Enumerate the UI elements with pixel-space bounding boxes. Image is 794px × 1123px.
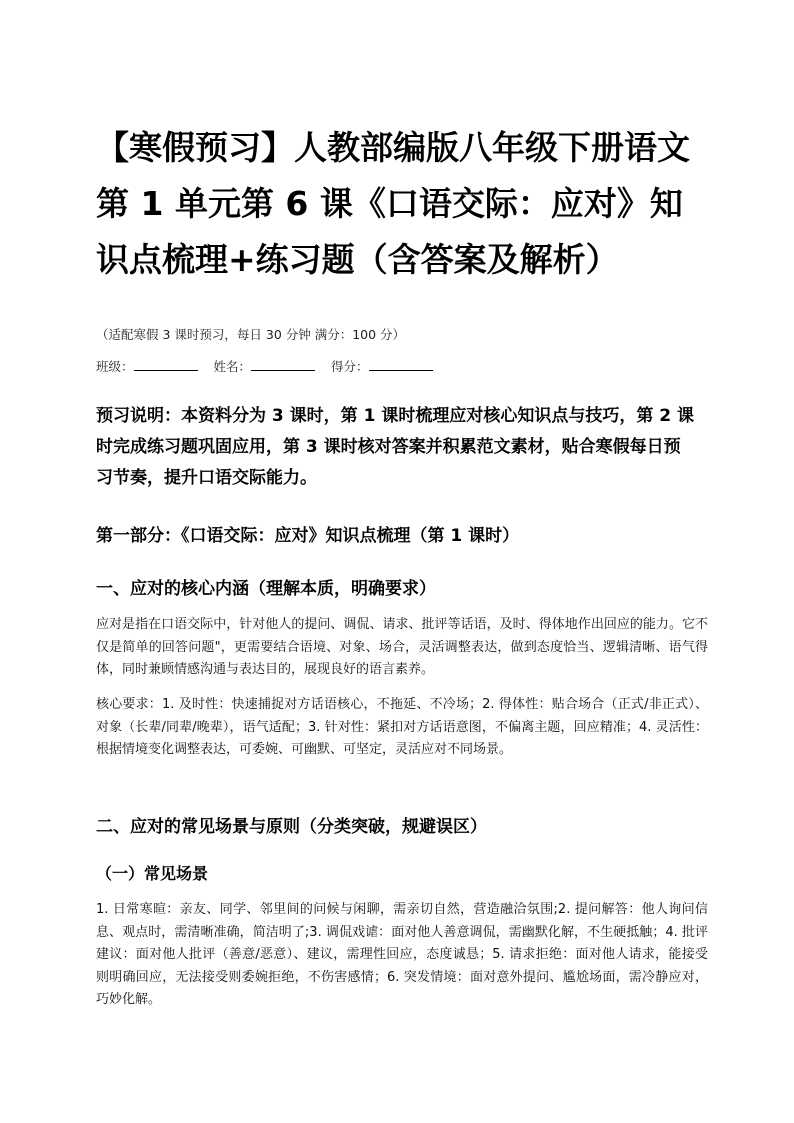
part1-heading: 第一部分：《口语交际：应对》知识点梳理（第 1 课时） (96, 526, 520, 546)
section2-paragraph-scenes: 1. 日常寒暄：亲友、同学、邻里间的问候与闲聊，需亲切自然，营造融洽氛围;2. 提问解答：他人询问信息、观点时，需清晰准确，简洁明了;3. 调侃戏谑：面对他人善意调侃，需幽默化解，不生硬抵触；4. 批评建议：面对他人批评（善意/恶意）、建议，需理性回应，态度诚恳；5. 请求拒绝：面对他人请求，能接受则明确回应，无法接受则委婉拒绝，不伤害感情；6. 突发情境：面对意外提问、尴尬场面，需冷静应对，巧妙化解。 (96, 902, 708, 1008)
study-plan-info: （适配寒假 3 课时预习，每日 30 分钟 满分：100 分） (96, 327, 406, 342)
section2-subheading-scenes: （一）常见场景 (96, 864, 209, 883)
preview-instructions: 预习说明：本资料分为 3 课时，第 1 课时梳理应对核心知识点与技巧，第 2 课时完成练习题巩固应用，第 3 课时核对答案并积累范文素材，贴合寒假每日预习节奏，提升口语交际能力。 (96, 406, 694, 488)
class-label: 班级： (96, 359, 134, 374)
section2-heading: 二、应对的常见场景与原则（分类突破，规避误区） (96, 817, 487, 837)
section1-paragraph-definition: 应对是指在口语交际中，针对他人的提问、调侃、请求、批评等话语，及时、得体地作出回应的能力。它不仅是简单的回答问题"，更需要结合语境、对象、场合，灵活调整表达，做到态度恰当、逻辑清晰、语气得体，同时兼顾情感沟通与表达目的，展现良好的语言素养。 (96, 617, 708, 678)
score-blank[interactable] (369, 357, 433, 371)
name-label: 姓名： (213, 359, 252, 374)
section1-paragraph-requirements: 核心要求：1. 及时性：快速捕捉对方话语核心，不拖延、不冷场；2. 得体性：贴合场合（正式/非正式）、对象（长辈/同辈/晚辈），语气适配；3. 针对性：紧扣对方话语意图，不偏离主题，回应精准；4. 灵活性：根据情境变化调整表达，可委婉、可幽默、可坚定，灵活应对不同场景。 (96, 697, 708, 758)
section1-heading: 一、应对的核心内涵（理解本质，明确要求） (96, 579, 436, 599)
name-blank[interactable] (251, 357, 315, 371)
class-blank[interactable] (134, 357, 198, 371)
score-label: 得分： (331, 359, 369, 374)
student-info-fields (96, 357, 706, 377)
document-title: 【寒假预习】人教部编版八年级下册语文第 1 单元第 6 课《口语交际：应对》知识点梳理+练习题（含答案及解析） (96, 128, 690, 279)
